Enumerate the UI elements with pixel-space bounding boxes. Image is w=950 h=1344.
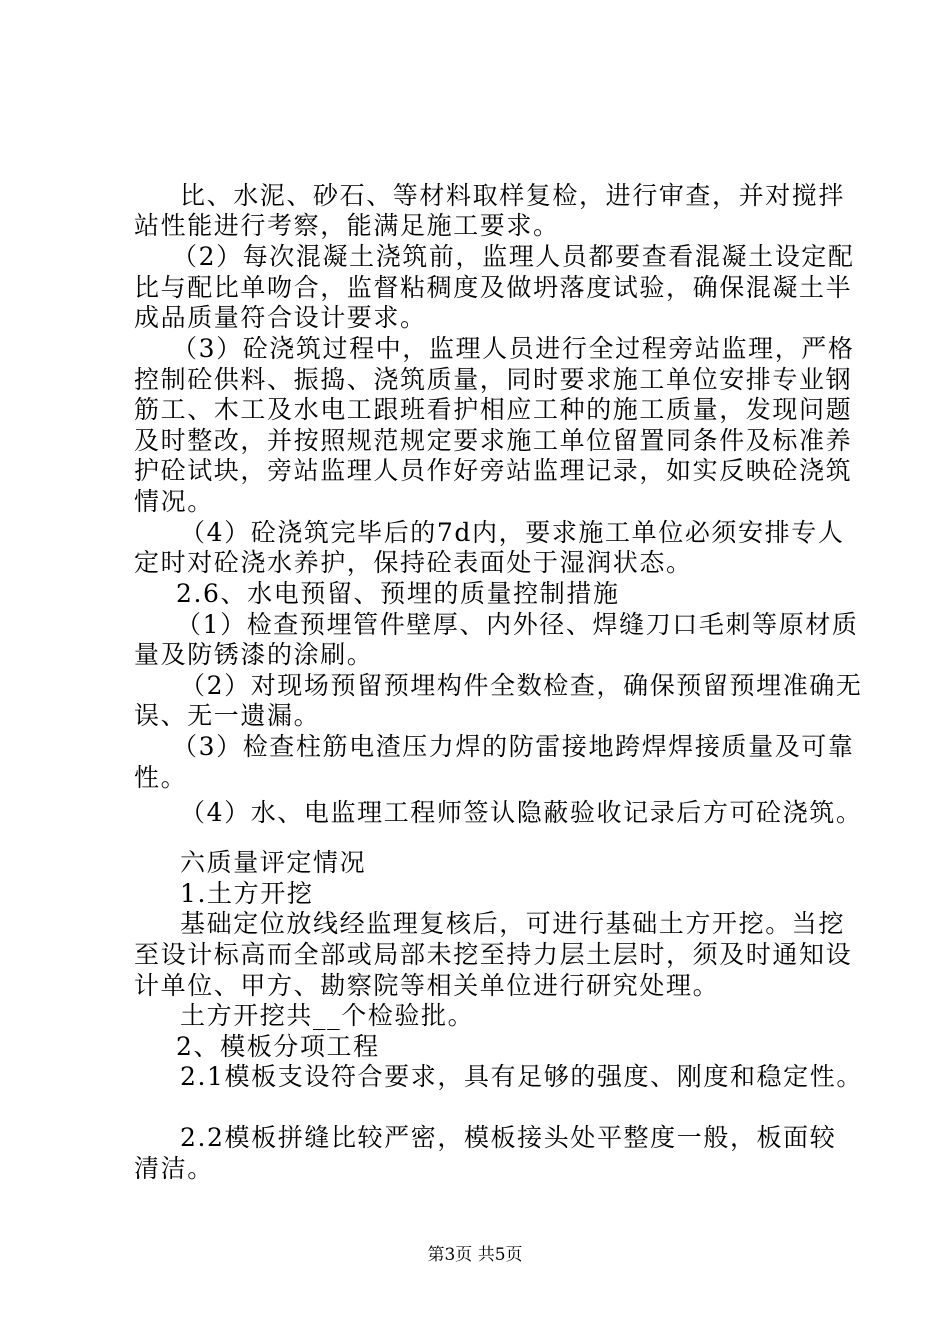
text-line: 至设计标高而全部或局部未挖至持力层土层时，须及时通知设 bbox=[134, 940, 853, 969]
page-footer: 第3页 共5页 bbox=[427, 1245, 523, 1265]
text-line: 误、无一遗漏。 bbox=[134, 701, 321, 730]
text-line: （4）水、电监理工程师签认隐蔽验收记录后方可砼浇筑。 bbox=[180, 798, 863, 827]
text-line: 定时对砼浇水养护，保持砼表面处于湿润状态。 bbox=[134, 548, 693, 577]
text-line: 及时整改，并按照规范规定要求施工单位留置同条件及标准养 bbox=[134, 426, 853, 455]
text-line: （2）每次混凝土浇筑前，监理人员都要查看混凝土设定配 bbox=[172, 242, 855, 271]
text-line: 2.1模板支设符合要求，具有足够的强度、刚度和稳定性。 bbox=[180, 1062, 863, 1091]
section-heading: 2、模板分项工程 bbox=[176, 1032, 380, 1061]
text-line: 土方开挖共__个检验批。 bbox=[180, 1001, 475, 1030]
text-line: （4）砼浇筑完毕后的7d内，要求施工单位必须安排专人 bbox=[180, 518, 845, 547]
text-line: 控制砼供料、振捣、浇筑质量，同时要求施工单位安排专业钢 bbox=[134, 365, 853, 394]
text-line: 比与配比单吻合，监督粘稠度及做坍落度试验，确保混凝土半 bbox=[134, 273, 853, 302]
text-line: （3）检查柱筋电渣压力焊的防雷接地跨焊焊接质量及可靠 bbox=[172, 732, 855, 761]
text-line: 比、水泥、砂石、等材料取样复检，进行审查，并对搅拌 bbox=[180, 181, 846, 210]
text-line: （2）对现场预留预埋构件全数检查，确保预留预埋准确无 bbox=[180, 671, 863, 700]
text-line: 2.2模板拼缝比较严密，模板接头处平整度一般，板面较 bbox=[180, 1123, 837, 1152]
text-line: 站性能进行考察，能满足施工要求。 bbox=[134, 211, 560, 240]
text-line: 成品质量符合设计要求。 bbox=[134, 303, 427, 332]
text-line: 清洁。 bbox=[134, 1154, 214, 1183]
section-heading: 六质量评定情况 bbox=[180, 848, 367, 877]
text-line: 情况。 bbox=[134, 487, 214, 516]
text-line: （3）砼浇筑过程中，监理人员进行全过程旁站监理，严格 bbox=[172, 334, 855, 363]
text-line: 基础定位放线经监理复核后，可进行基础土方开挖。当挖 bbox=[180, 909, 846, 938]
text-line: 性。 bbox=[134, 763, 188, 792]
text-line: 护砼试块，旁站监理人员作好旁站监理记录，如实反映砼浇筑 bbox=[134, 456, 853, 485]
text-line: 筋工、木工及水电工跟班看护相应工种的施工质量，发现问题 bbox=[134, 395, 853, 424]
section-heading: 1.土方开挖 bbox=[180, 879, 314, 908]
text-line: 量及防锈漆的涂刷。 bbox=[134, 640, 374, 669]
text-line: （1）检查预埋管件壁厚、内外径、焊缝刀口毛刺等原材质 bbox=[176, 610, 859, 639]
text-line: 计单位、甲方、勘察院等相关单位进行研究处理。 bbox=[134, 971, 720, 1000]
section-heading: 2.6、水电预留、预埋的质量控制措施 bbox=[176, 579, 620, 608]
